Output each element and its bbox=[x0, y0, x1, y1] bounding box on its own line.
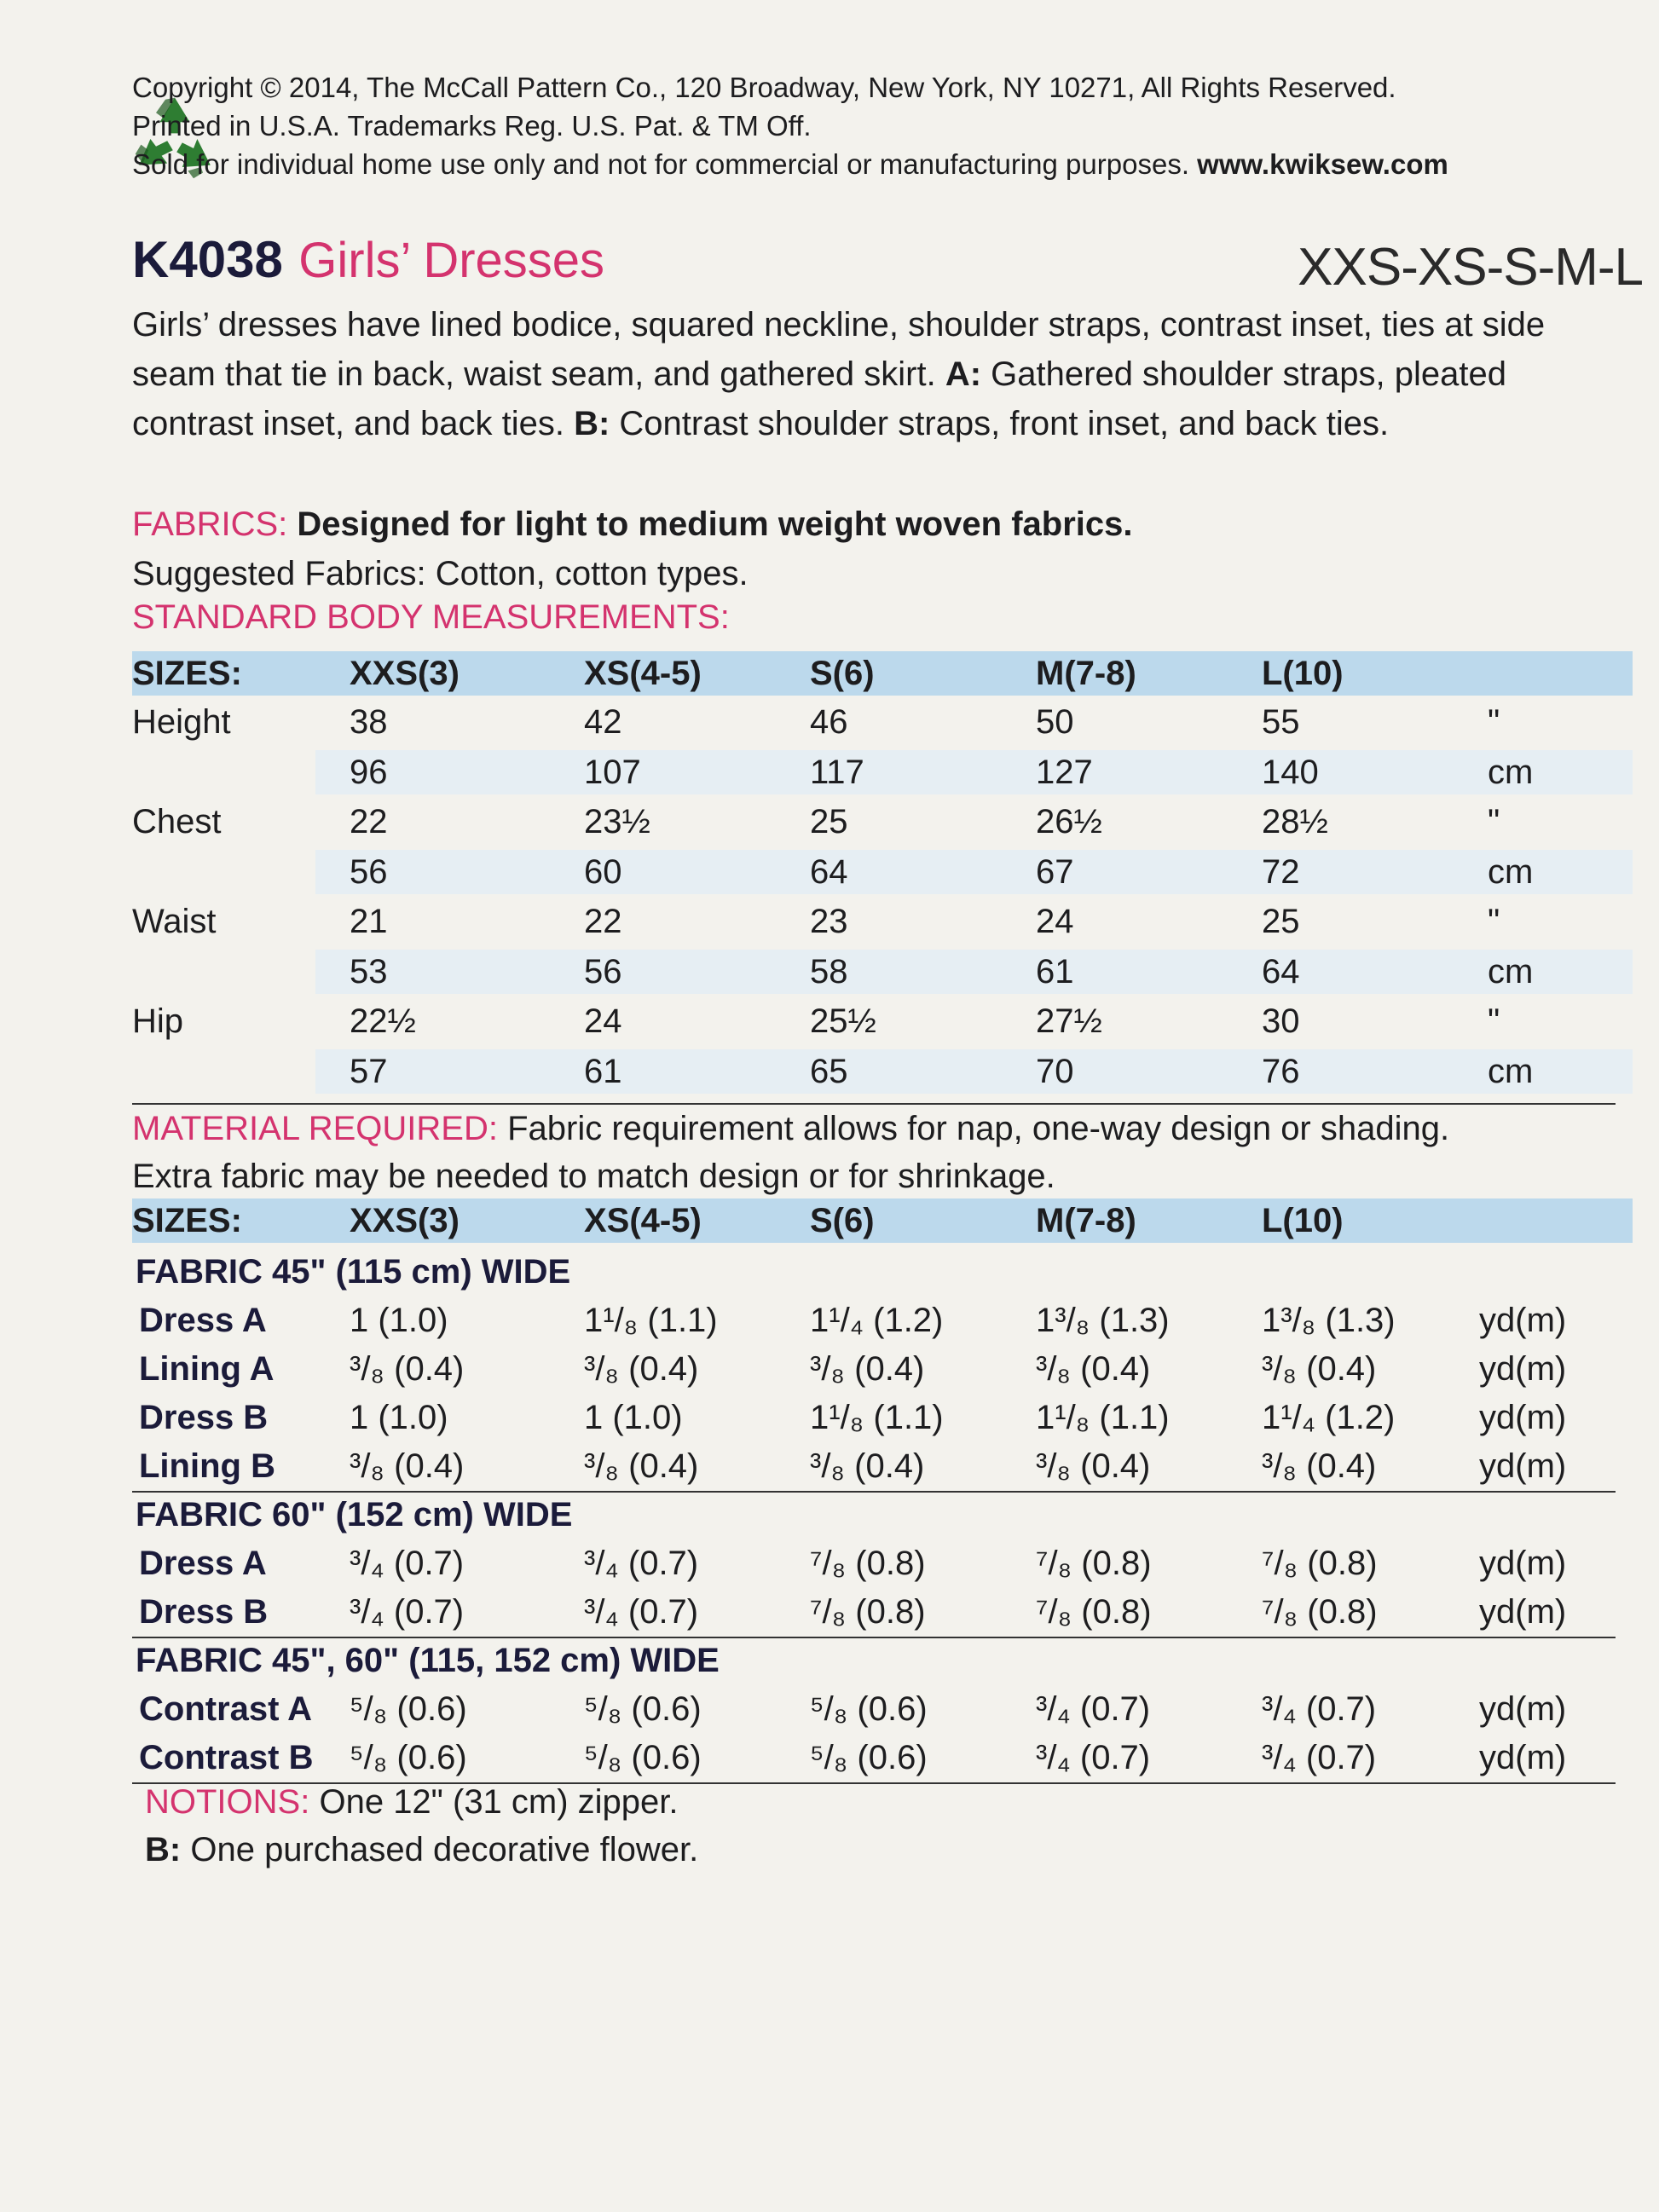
yardage-value: ³/₄ (0.7) bbox=[584, 1593, 699, 1631]
yardage-value: 1 (1.0) bbox=[350, 1399, 448, 1436]
yardage-unit: yd(m) bbox=[1479, 1302, 1567, 1339]
measurement-value: 57 bbox=[350, 1052, 388, 1090]
yardage-value: ⁵/₈ (0.6) bbox=[810, 1739, 928, 1776]
yardage-value: 1 (1.0) bbox=[350, 1302, 448, 1339]
measurement-value: 70 bbox=[1036, 1052, 1074, 1090]
yardage-value: ⁵/₈ (0.6) bbox=[584, 1690, 702, 1728]
measurement-value: 23 bbox=[810, 903, 848, 940]
measurement-value: 22 bbox=[584, 903, 622, 940]
size-header: XS(4-5) bbox=[584, 655, 702, 692]
yardage-value: 1¹/₈ (1.1) bbox=[1036, 1399, 1170, 1436]
section-rule bbox=[132, 1637, 1616, 1638]
measurement-label: Chest bbox=[132, 803, 222, 840]
measurement-unit: cm bbox=[1488, 952, 1534, 990]
yardage-value: ⁷/₈ (0.8) bbox=[1262, 1545, 1378, 1582]
yardage-row-label: Lining B bbox=[139, 1447, 275, 1485]
yardage-value: ³/₄ (0.7) bbox=[1036, 1739, 1151, 1776]
copyright-block bbox=[132, 68, 1598, 183]
measurement-value: 96 bbox=[350, 753, 388, 791]
material-size-header: M(7-8) bbox=[1036, 1202, 1136, 1239]
fabrics-label: FABRICS: bbox=[132, 505, 288, 543]
material-sizes-label: SIZES: bbox=[132, 1202, 242, 1239]
material-size-header: XS(4-5) bbox=[584, 1202, 702, 1239]
material-size-header: S(6) bbox=[810, 1202, 875, 1239]
measurement-unit: " bbox=[1488, 903, 1500, 940]
yardage-value: ⁵/₈ (0.6) bbox=[350, 1690, 467, 1728]
view-a-label: A: bbox=[945, 355, 982, 393]
yardage-value: ⁵/₈ (0.6) bbox=[810, 1690, 928, 1728]
yardage-value: ⁷/₈ (0.8) bbox=[1262, 1593, 1378, 1631]
cm-row-band bbox=[315, 1049, 1633, 1094]
measurement-value: 24 bbox=[584, 1002, 622, 1040]
yardage-value: ³/₄ (0.7) bbox=[1262, 1739, 1377, 1776]
measurement-unit: " bbox=[1488, 803, 1500, 840]
yardage-unit: yd(m) bbox=[1479, 1545, 1567, 1582]
yardage-unit: yd(m) bbox=[1479, 1447, 1567, 1485]
sold-line bbox=[132, 145, 1598, 183]
material-text-2: Extra fabric may be needed to match design or for shrinkage. bbox=[132, 1158, 1055, 1195]
copyright-line: Copyright © 2014, The McCall Pattern Co., 120 Broadway, New York, NY 10271, All Rights Reserved. bbox=[132, 72, 1396, 103]
yardage-unit: yd(m) bbox=[1479, 1739, 1567, 1776]
measurement-unit: cm bbox=[1488, 852, 1534, 891]
yardage-value: 1¹/₈ (1.1) bbox=[584, 1302, 718, 1339]
material-label: MATERIAL REQUIRED: bbox=[132, 1110, 498, 1147]
measurement-value: 117 bbox=[810, 753, 864, 791]
measurement-label: Hip bbox=[132, 1002, 184, 1040]
measurement-value: 50 bbox=[1036, 703, 1074, 741]
fabric-width-section-title: FABRIC 45", 60" (115, 152 cm) WIDE bbox=[136, 1642, 720, 1679]
measurement-unit: " bbox=[1488, 703, 1500, 741]
measurement-value: 64 bbox=[810, 852, 848, 891]
measurement-value: 140 bbox=[1262, 753, 1319, 791]
yardage-value: ³/₈ (0.4) bbox=[1262, 1350, 1377, 1388]
yardage-value: ³/₈ (0.4) bbox=[1262, 1447, 1377, 1485]
suggested-fabrics: Suggested Fabrics: Cotton, cotton types. bbox=[132, 555, 749, 592]
yardage-row-label: Lining A bbox=[139, 1350, 275, 1388]
yardage-unit: yd(m) bbox=[1479, 1350, 1567, 1388]
measurement-label: Waist bbox=[132, 903, 217, 940]
yardage-row-label: Contrast A bbox=[139, 1690, 312, 1728]
size-header: S(6) bbox=[810, 655, 875, 692]
measurement-value: 46 bbox=[810, 703, 848, 741]
cm-row-band bbox=[315, 750, 1633, 794]
measurement-value: 23½ bbox=[584, 803, 650, 840]
view-b-text: Contrast shoulder straps, front inset, and back ties. bbox=[619, 405, 1390, 442]
view-a-text: Gathered shoulder straps, pleated contrast inset, and back ties. bbox=[132, 355, 1506, 442]
measurement-value: 67 bbox=[1036, 852, 1074, 891]
yardage-value: ³/₈ (0.4) bbox=[584, 1447, 699, 1485]
measurement-value: 38 bbox=[350, 703, 388, 741]
yardage-value: ³/₄ (0.7) bbox=[1262, 1690, 1377, 1728]
notions-text: One 12" (31 cm) zipper. bbox=[319, 1783, 679, 1821]
yardage-row-label: Dress A bbox=[139, 1302, 267, 1339]
yardage-row-label: Dress B bbox=[139, 1399, 269, 1436]
yardage-value: 1³/₈ (1.3) bbox=[1036, 1302, 1170, 1339]
yardage-unit: yd(m) bbox=[1479, 1399, 1567, 1436]
measurement-value: 27½ bbox=[1036, 1002, 1102, 1040]
pattern-title: Girls’ Dresses bbox=[298, 233, 605, 288]
yardage-value: ³/₈ (0.4) bbox=[350, 1350, 465, 1388]
yardage-value: ³/₈ (0.4) bbox=[1036, 1350, 1151, 1388]
measurement-value: 65 bbox=[810, 1052, 848, 1090]
title-row bbox=[132, 230, 1643, 298]
material-text: Fabric requirement allows for nap, one-way design or shading. bbox=[507, 1110, 1450, 1147]
yardage-value: ⁷/₈ (0.8) bbox=[1036, 1593, 1152, 1631]
measurement-value: 24 bbox=[1036, 903, 1074, 940]
yardage-value: ⁵/₈ (0.6) bbox=[350, 1739, 467, 1776]
measurement-value: 21 bbox=[350, 903, 388, 940]
measurement-value: 22 bbox=[350, 803, 388, 840]
website-link[interactable]: www.kwiksew.com bbox=[1197, 148, 1448, 180]
measurement-label: Height bbox=[132, 703, 231, 741]
measurement-value: 64 bbox=[1262, 952, 1300, 990]
body-measurements-title: STANDARD BODY MEASUREMENTS: bbox=[132, 598, 730, 636]
measurement-value: 107 bbox=[584, 753, 641, 791]
yardage-value: ³/₈ (0.4) bbox=[350, 1447, 465, 1485]
yardage-value: ⁷/₈ (0.8) bbox=[810, 1545, 926, 1582]
section-rule bbox=[132, 1491, 1616, 1493]
yardage-value: 1¹/₄ (1.2) bbox=[810, 1302, 944, 1339]
material-size-header: XXS(3) bbox=[350, 1202, 460, 1239]
yardage-row-label: Dress A bbox=[139, 1545, 267, 1582]
yardage-value: ³/₈ (0.4) bbox=[1036, 1447, 1151, 1485]
description bbox=[132, 300, 1616, 448]
yardage-row-label: Dress B bbox=[139, 1593, 269, 1631]
yardage-value: ³/₈ (0.4) bbox=[584, 1350, 699, 1388]
measurement-unit: " bbox=[1488, 1002, 1500, 1040]
yardage-value: 1 (1.0) bbox=[584, 1399, 683, 1436]
measurement-value: 56 bbox=[350, 852, 388, 891]
material-required-block bbox=[132, 1105, 1633, 1200]
notions-b-label: B: bbox=[145, 1831, 182, 1868]
measurement-value: 25 bbox=[810, 803, 848, 840]
size-header: XXS(3) bbox=[350, 655, 460, 692]
yardage-value: ⁷/₈ (0.8) bbox=[810, 1593, 926, 1631]
cm-row-band bbox=[315, 950, 1633, 994]
printed-line: Printed in U.S.A. Trademarks Reg. U.S. Pat. & TM Off. bbox=[132, 110, 812, 141]
fabric-width-section-title: FABRIC 60" (152 cm) WIDE bbox=[136, 1496, 573, 1533]
measurement-value: 26½ bbox=[1036, 803, 1102, 840]
yardage-unit: yd(m) bbox=[1479, 1690, 1567, 1728]
measurement-value: 60 bbox=[584, 852, 622, 891]
measurement-value: 22½ bbox=[350, 1002, 416, 1040]
yardage-value: ³/₈ (0.4) bbox=[810, 1447, 925, 1485]
measurement-value: 61 bbox=[584, 1052, 622, 1090]
yardage-value: ³/₄ (0.7) bbox=[584, 1545, 699, 1582]
measurement-unit: cm bbox=[1488, 1052, 1534, 1090]
measurement-value: 28½ bbox=[1262, 803, 1328, 840]
sold-text: Sold for individual home use only and not for commercial or manufacturing purposes. bbox=[132, 148, 1189, 180]
description-intro: Girls’ dresses have lined bodice, squared neckline, shoulder straps, contrast inset, ties at side seam that tie in back, waist seam, and gathered skirt. bbox=[132, 306, 1546, 393]
measurement-value: 76 bbox=[1262, 1052, 1300, 1090]
fabrics-block bbox=[132, 500, 1616, 598]
size-range: XXS-XS-S-M-L bbox=[1298, 238, 1643, 297]
sizes-header-label: SIZES: bbox=[132, 655, 242, 692]
material-size-header: L(10) bbox=[1262, 1202, 1344, 1239]
yardage-value: ⁵/₈ (0.6) bbox=[584, 1739, 702, 1776]
measurement-value: 25½ bbox=[810, 1002, 876, 1040]
yardage-value: ³/₄ (0.7) bbox=[350, 1593, 465, 1631]
measurement-value: 72 bbox=[1262, 852, 1300, 891]
size-header: L(10) bbox=[1262, 655, 1344, 692]
size-header: M(7-8) bbox=[1036, 655, 1136, 692]
measurement-value: 61 bbox=[1036, 952, 1074, 990]
notions-label: NOTIONS: bbox=[145, 1783, 310, 1821]
yardage-value: 1¹/₈ (1.1) bbox=[810, 1399, 944, 1436]
measurement-value: 42 bbox=[584, 703, 622, 741]
yardage-value: ³/₄ (0.7) bbox=[350, 1545, 465, 1582]
yardage-value: 1¹/₄ (1.2) bbox=[1262, 1399, 1396, 1436]
fabric-width-section-title: FABRIC 45" (115 cm) WIDE bbox=[136, 1253, 571, 1291]
measurement-value: 53 bbox=[350, 952, 388, 990]
cm-row-band bbox=[315, 850, 1633, 894]
measurement-value: 56 bbox=[584, 952, 622, 990]
pattern-code: K4038 bbox=[132, 231, 283, 288]
measurement-value: 25 bbox=[1262, 903, 1300, 940]
yardage-unit: yd(m) bbox=[1479, 1593, 1567, 1631]
measurement-value: 30 bbox=[1262, 1002, 1300, 1040]
yardage-value: ³/₄ (0.7) bbox=[1036, 1690, 1151, 1728]
yardage-value: 1³/₈ (1.3) bbox=[1262, 1302, 1396, 1339]
measurement-value: 58 bbox=[810, 952, 848, 990]
yardage-value: ⁷/₈ (0.8) bbox=[1036, 1545, 1152, 1582]
fabrics-text: Designed for light to medium weight woven fabrics. bbox=[297, 505, 1133, 543]
notions-b-text: One purchased decorative flower. bbox=[190, 1831, 699, 1868]
measurement-value: 55 bbox=[1262, 703, 1300, 741]
yardage-value: ³/₈ (0.4) bbox=[810, 1350, 925, 1388]
measurement-value: 127 bbox=[1036, 753, 1093, 791]
notions-block bbox=[145, 1778, 698, 1874]
yardage-row-label: Contrast B bbox=[139, 1739, 314, 1776]
measurement-unit: cm bbox=[1488, 753, 1534, 791]
view-b-label: B: bbox=[574, 405, 610, 442]
